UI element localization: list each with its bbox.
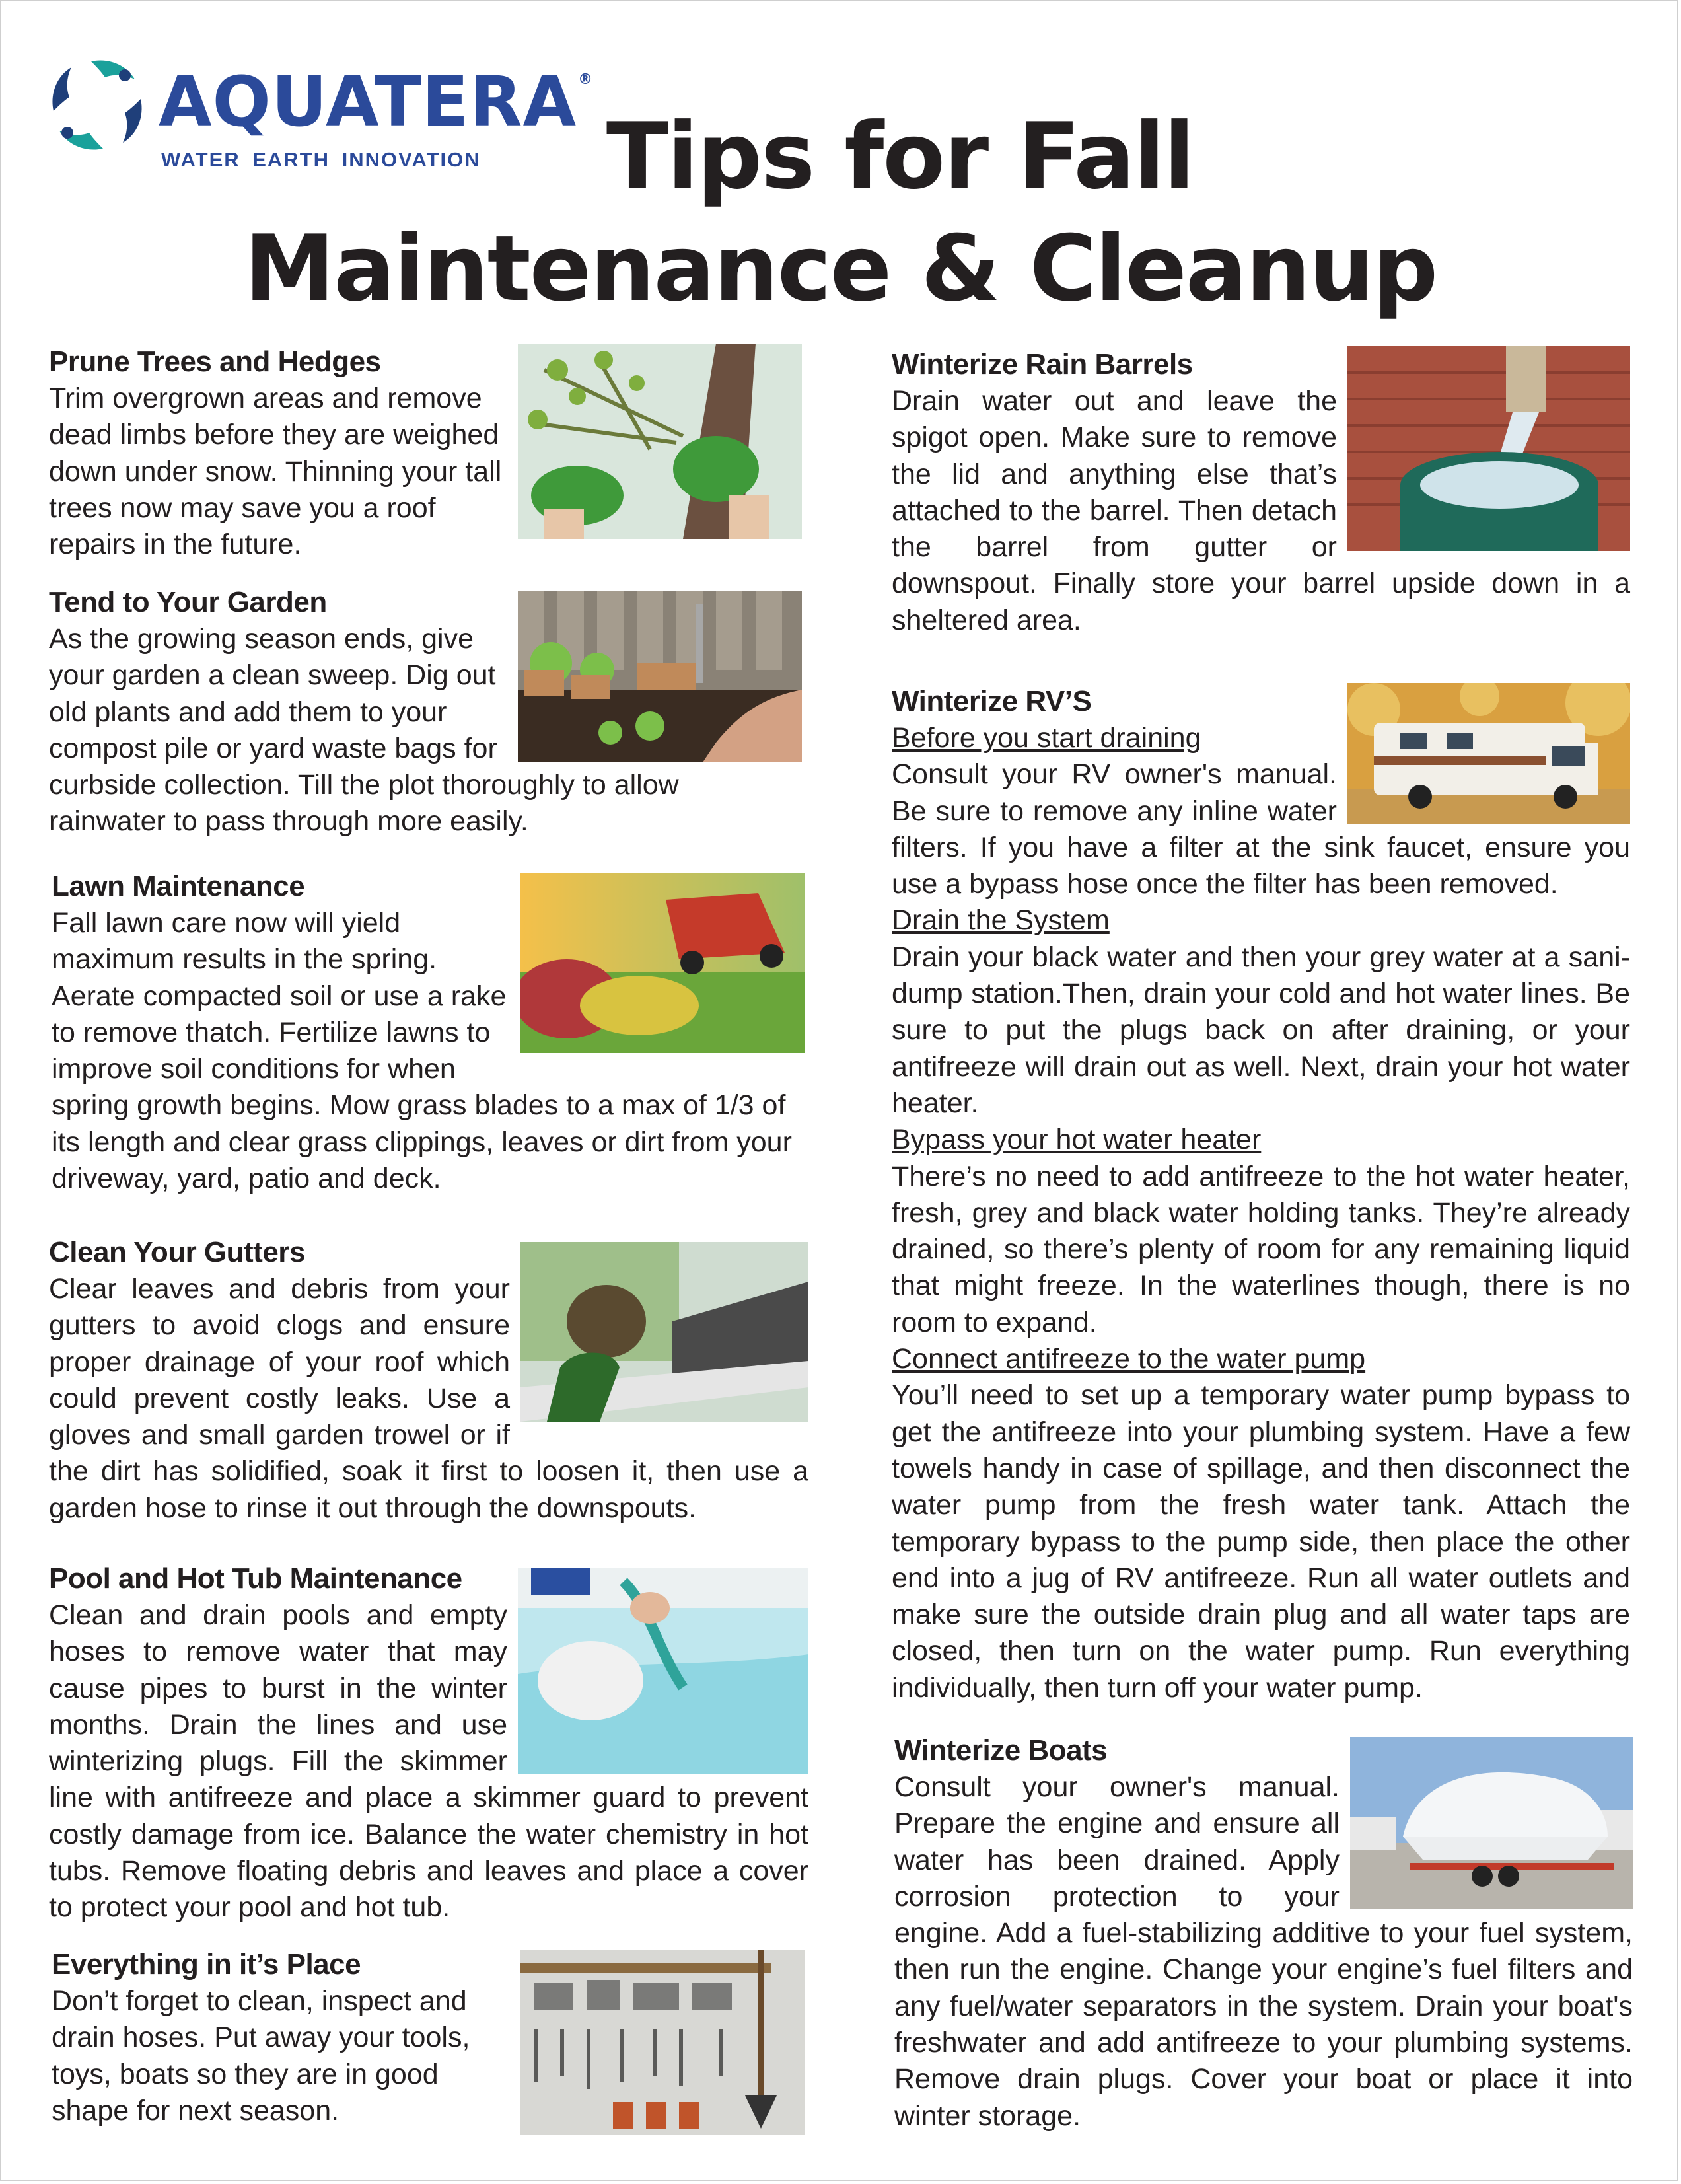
section-prune-trees (49, 344, 802, 563)
section-heading: Lawn Maintenance (52, 870, 305, 902)
rv-subheading: Bypass your hot water heater (892, 1124, 1262, 1156)
pruning-gloved-hands-photo (518, 344, 802, 539)
section-heading: Winterize Rain Barrels (892, 348, 1193, 381)
section-body: As the growing season ends, give your garden a clean sweep. Dig out old plants and add them to your compost pile or yard waste bags for curbside collection. Till the plot thoroughly to allow rainwater to pass through more easily. (49, 623, 679, 838)
section-winterize-boats (894, 1732, 1633, 2134)
rv-step-bypass-heater (892, 1122, 1630, 1341)
rv-step-body: You’ll need to set up a temporary water pump bypass to get the antifreeze into your plumbing system. Have a few towels handy in case of spillage, and then disconnect the water pump from the fresh water tank. Attach the temporary bypass to the pump side, then place the other end into a jug of RV antifreeze. Run all water outlets and make sure the outside drain plug and all water taps are closed, then turn on the water pump. Run everything individually, then turn off your water pump. (892, 1379, 1630, 1704)
brand-tagline: WATER EARTH INNOVATION (161, 148, 481, 171)
garden-planting-photo (518, 591, 802, 762)
section-heading: Winterize Boats (894, 1734, 1108, 1766)
section-lawn-maintenance (52, 868, 805, 1197)
section-rain-barrels (892, 346, 1630, 639)
rv-subheading: Connect antifreeze to the water pump (892, 1343, 1366, 1375)
section-body: Clear leaves and debris from your gutters to avoid clogs and ensure proper drainage of your roof which could prevent costly leaks. Use a gloves and small garden trowel or if the dirt has solidified, soak it first to loosen it, then use a garden hose to rinse it out through the downspouts. (49, 1273, 808, 1524)
rv-step-body: Drain your black water and then your grey water at a sani-dump station.Then, drain your cold and hot water lines. Be sure to put the plugs back on after draining, or your antifreeze will drain out as well. Next, drain your hot water heater. (892, 941, 1630, 1119)
section-tend-garden (49, 584, 802, 840)
shrink-wrapped-boat-photo (1350, 1737, 1633, 1909)
section-winterize-rv (892, 683, 1630, 1706)
rv-step-connect-antifreeze (892, 1341, 1630, 1706)
section-heading: Everything in it’s Place (52, 1948, 361, 1981)
section-heading: Prune Trees and Hedges (49, 346, 381, 378)
section-body-text: Fall lawn care now will yield maximum results in the spring. Aerate compacted soil or use a rake to remove thatch. Fertilize lawns to improve soil conditions for when spring growth begins. Mow grass blades to a max of 1/3 of its length and clear grass clippings, leaves or dirt from your driveway, yard, patio and deck. (52, 907, 792, 1195)
lawn-mower-photo (520, 873, 805, 1053)
section-everything-place (52, 1946, 805, 2138)
rv-step-body: Consult your RV owner's manual. Be sure to remove any inline water filters. If you have a filter at the sink faucet, ensure you use a bypass hose once the filter has been removed. (892, 758, 1630, 900)
garage-tool-wall-photo (520, 1950, 805, 2135)
title-line-2: Maintenance & Cleanup (244, 215, 1437, 322)
section-heading: Winterize RV’S (892, 685, 1092, 717)
title-line-1: Tips for Fall (606, 103, 1194, 209)
section-body: Clean and drain pools and empty hoses to remove water that may cause pipes to burst in the winter months. Drain the lines and use winterizing plugs. Fill the skimmer line with antifreeze and place a skimmer guard to prevent costly damage from ice. Balance the water chemistry in hot tubs. Remove floating debris and leaves and place a cover to protect your pool and hot tub. (49, 1599, 808, 1924)
rv-autumn-photo (1347, 683, 1630, 824)
section-body: Don’t forget to clean, inspect and drain hoses. Put away your tools, toys, boats so they are in good shape for next season. (52, 1985, 470, 2127)
section-clean-gutters (49, 1234, 808, 1527)
hot-tub-photo (518, 1568, 808, 1774)
rv-step-body: There’s no need to add antifreeze to the hot water heater, fresh, grey and black water holding tanks. They’re already drained, so there’s plenty of room for any remaining liquid that might freeze. In the waterlines though, there is no room to expand. (892, 1160, 1630, 1338)
rv-subheading: Drain the System (892, 904, 1110, 937)
section-pool-hot-tub (49, 1560, 808, 1926)
section-body: Consult your owner's manual. Prepare the engine and ensure all water has been drained. Apply corrosion protection to your engine. Add a fuel-stabilizing additive to your fuel system, then run the engine. Change your engine’s fuel filters and any fuel/water separators in the system. Drain your boat's freshwater and add antifreeze to your plumbing systems. Remove drain plugs. Cover your boat or place it into winter storage. (894, 1771, 1633, 2132)
section-body-text: Drain water out and leave the spigot open. Make sure to remove the lid and anything else that’s attached to the barrel. Then detach the barrel from gutter or downspout. Finally store your barrel upside down in a sheltered area. (892, 385, 1630, 636)
gutter-cleaning-photo (520, 1242, 808, 1422)
rain-barrel-photo (1347, 346, 1630, 551)
page-title (1, 100, 1678, 325)
section-heading: Pool and Hot Tub Maintenance (49, 1562, 462, 1595)
section-heading: Clean Your Gutters (49, 1236, 305, 1268)
section-body: Trim overgrown areas and remove dead limbs before they are weighed down under snow. Thinning your tall trees now may save you a roof repairs in the future. (49, 382, 502, 561)
section-heading: Tend to Your Garden (49, 586, 327, 618)
rv-subheading: Before you start draining (892, 722, 1201, 754)
rv-step-drain-system (892, 902, 1630, 1122)
brand-name: AQUATERA® (159, 61, 594, 142)
